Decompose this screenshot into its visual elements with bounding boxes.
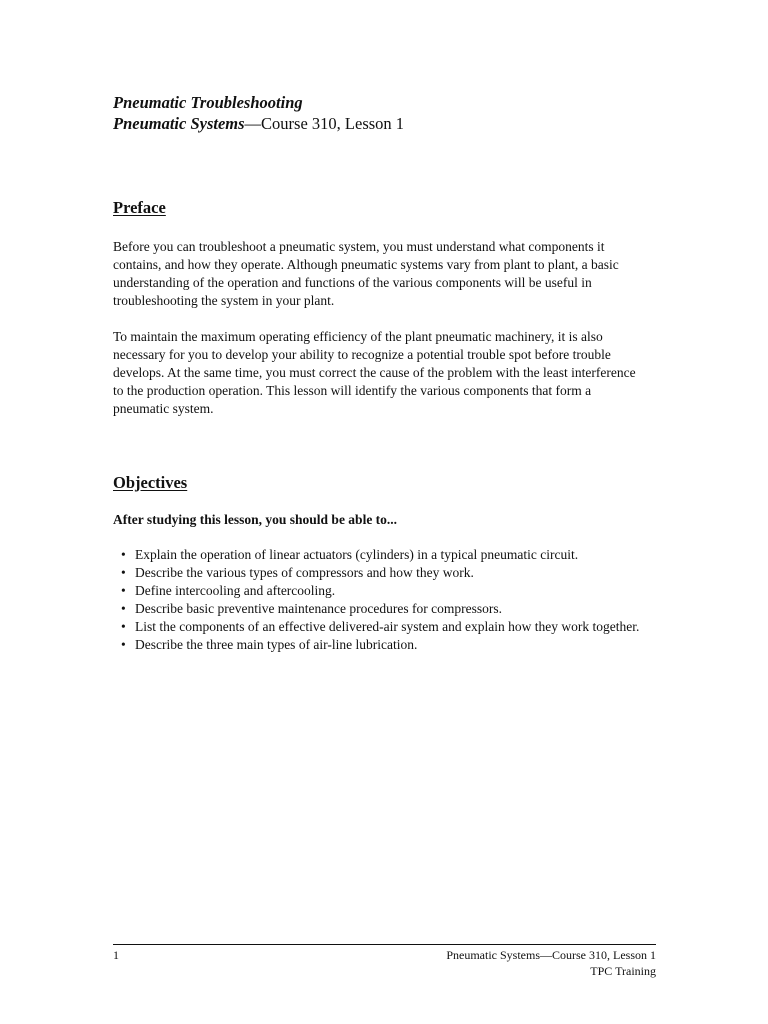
objectives-lead: After studying this lesson, you should be able to... [113,512,398,527]
objective-text: Describe the various types of compressors and how they work. [135,565,474,580]
footer-course-label: Pneumatic Systems—Course 310, Lesson 1 [446,948,656,962]
course-subtitle-rest: —Course 310, Lesson 1 [244,114,405,133]
course-subtitle-italic: Pneumatic Systems [113,114,245,133]
objective-text: Describe the three main types of air-line lubrication. [135,637,418,652]
objective-item [113,636,653,654]
document-title-block [113,92,673,134]
objectives-list [113,546,653,654]
objective-text: Explain the operation of linear actuators (cylinders) in a typical pneumatic circuit. [135,547,579,562]
footer-labels [446,947,656,979]
bullet-icon: • [121,583,126,598]
objective-item [113,564,653,582]
document-title [113,92,673,113]
objective-item [113,600,653,618]
footer-page-number: 1 [113,948,119,962]
objective-text: List the components of an effective delivered-air system and explain how they work together. [135,619,640,634]
bullet-icon: • [121,619,126,634]
objectives-heading: Objectives [113,473,188,492]
preface-heading: Preface [113,198,166,217]
footer-org-label: TPC Training [590,964,656,978]
bullet-icon: • [121,547,126,562]
bullet-icon: • [121,601,126,616]
bullet-icon: • [121,637,126,652]
preface-paragraph-1: Before you can troubleshoot a pneumatic system, you must understand what components it contains, and how they operate. Although pneumatic systems vary from plant to plant, a basic understanding of the operation and functions of the various components will be useful in troubleshooting the system in your plant. [113,239,619,308]
bullet-icon: • [121,565,126,580]
objective-item [113,618,653,636]
course-subtitle [113,113,673,134]
objective-text: Define intercooling and aftercooling. [135,583,336,598]
footer-divider [113,944,656,945]
objective-item [113,582,653,600]
objective-text: Describe basic preventive maintenance procedures for compressors. [135,601,502,616]
document-title-text: Pneumatic Troubleshooting [113,93,303,112]
objective-item [113,546,653,564]
preface-paragraph-2: To maintain the maximum operating efficiency of the plant pneumatic machinery, it is also necessary for you to develop your ability to recognize a potential trouble spot before trouble develops. At the same time, you must correct the cause of the problem with the least interference to the production operation. This lesson will identify the various components that form a pneumatic system. [113,329,636,416]
